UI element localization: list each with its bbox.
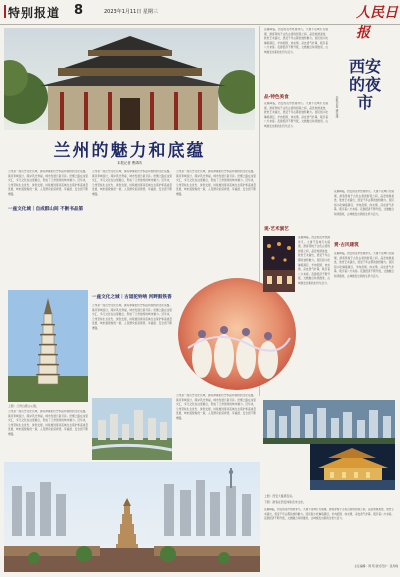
caption-xian-2: 下图：游客在西安体验夜市文化。 [264,500,306,504]
right-body-1: 夜幕降临，西安的夜市热闹非凡。大唐不夜城灯火璀璨，游客穿梭于古色古香的街巷之间，品尝地道美食，欣赏艺术演出，感受千年古都的独特魅力。回民街小吃琳琅满目，羊肉泡馍、肉夹馍、凉皮香气扑鼻，吸引着八方来客。夜游经济不断升级，文旅融合持续推进，古城焕发出新的生机与活力。 [264,102,328,128]
issue-date: 2023年1月11日 星期三 [104,9,158,15]
right-body-2: 夜幕降临，西安的夜市热闹非凡。大唐不夜城灯火璀璨，游客穿梭于古色古香的街巷之间，品尝地道美食，欣赏艺术演出，感受千年古都的独特魅力。回民街小吃琳琅满目，羊肉泡馍、肉夹馍、凉皮香气扑鼻，吸引着八方来客。夜游经济不断升级，文旅融合持续推进，古城焕发出新的生机与活力。 [334,190,394,216]
night-market-photo [263,236,295,292]
newspaper-masthead: 人民日报 [356,5,398,41]
right-byline: 本报记者 龚仕建 [335,96,339,118]
right-subhead-2: 观·艺术演艺 [264,227,289,232]
body-text-col-1: 兰州是一座历史文化名城，拥有厚重的历史积淀和独特的文化底蕴。黄河穿城而过，两岸风光秀丽，城市发展日新月异。丝绸之路在这里交汇，多元文化在这里融合，形成了兰州独特的城市魅力。近年来，兰州坚持生态优先、绿色发展，持续推进黄河流域生态保护和高质量发展，城市面貌焕然一新，人民群众的获得感、幸福感、安全感不断增强。 [8,170,88,196]
caption-pagoda: 上图：兰州白塔山公园。 [8,404,39,408]
subhead-2: 一座文化之城｜古道驼铃响 河畔鼓铁香 [92,295,172,300]
xian-skyline-photo [263,400,395,444]
section-marker [4,5,6,18]
right-subhead-3: 赏·古风建筑 [334,243,359,248]
article-byline: 本报记者 曹鸿鸣 [117,161,142,165]
right-body-3: 夜幕降临，西安的夜市热闹非凡。大唐不夜城灯火璀璨，游客穿梭于古色古香的街巷之间，品尝地道美食，欣赏艺术演出，感受千年古都的独特魅力。回民街小吃琳琅满目，羊肉泡馍、肉夹馍、凉皮香气扑鼻，吸引着八方来客。夜游经济不断升级，文旅融合持续推进，古城焕发出新的生机与活力。 [334,252,394,278]
new-district-photo [92,398,172,460]
right-subhead-1: 品·特色美食 [264,95,289,100]
body-text-col-3: 兰州是一座历史文化名城，拥有厚重的历史积淀和独特的文化底蕴。黄河穿城而过，两岸风光秀丽，城市发展日新月异。丝绸之路在这里交汇，多元文化在这里融合，形成了兰州独特的城市魅力。近年来，兰州坚持生态优先、绿色发展，持续推进黄河流域生态保护和高质量发展，城市面貌焕然一新，人民群众的获得感、幸福感、安全感不断增强。 [176,170,256,196]
title-line-3: 市 [356,93,373,112]
dancers-circle-photo [178,278,296,390]
body-text-col-3b: 兰州是一座历史文化名城，拥有厚重的历史积淀和独特的文化底蕴。黄河穿城而过，两岸风光秀丽，城市发展日新月异。丝绸之路在这里交汇，多元文化在这里融合，形成了兰州独特的城市魅力。近年来，兰州坚持生态优先、绿色发展，持续推进黄河流域生态保护和高质量发展，城市面貌焕然一新，人民群众的获得感、幸福感、安全感不断增强。 [176,394,256,420]
title-line-1: 西安 [348,57,381,76]
section-title: 特别报道 [8,6,61,20]
title-line-2: 的夜 [348,75,381,94]
article-title: 兰州的魅力和底蕴 [53,141,206,161]
body-text-col-2b: 兰州是一座历史文化名城，拥有厚重的历史积淀和独特的文化底蕴。黄河穿城而过，两岸风光秀丽，城市发展日新月异。丝绸之路在这里交汇，多元文化在这里融合，形成了兰州独特的城市魅力。近年来，兰州坚持生态优先、绿色发展，持续推进黄河流域生态保护和高质量发展，城市面貌焕然一新，人民群众的获得感、幸福感、安全感不断增强。 [92,304,172,330]
tang-palace-night-photo [310,444,395,490]
page-credits: 主任编辑：周 琰 版式设计：张丹峰 [354,564,398,568]
white-pagoda-photo [8,290,88,402]
subhead-1: 一座文化城｜自成群山间 不断书品第 [8,206,90,212]
lanzhou-pavilion-photo [4,28,255,130]
city-skyline-photo [4,462,260,572]
right-body-4: 夜幕降临，西安的夜市热闹非凡。大唐不夜城灯火璀璨，游客穿梭于古色古香的街巷之间，品尝地道美食，欣赏艺术演出，感受千年古都的独特魅力。回民街小吃琳琅满目，羊肉泡馍、肉夹馍、凉皮香气扑鼻，吸引着八方来客。夜游经济不断升级，文旅融合持续推进，古城焕发出新的生机与活力。 [298,236,330,285]
body-text-col-2: 兰州是一座历史文化名城，拥有厚重的历史积淀和独特的文化底蕴。黄河穿城而过，两岸风光秀丽，城市发展日新月异。丝绸之路在这里交汇，多元文化在这里融合，形成了兰州独特的城市魅力。近年来，兰州坚持生态优先、绿色发展，持续推进黄河流域生态保护和高质量发展，城市面貌焕然一新，人民群众的获得感、幸福感、安全感不断增强。 [92,170,172,196]
caption-xian-1: 上图：西安大雁塔夜景。 [264,494,295,498]
page-number: 8 [74,3,84,18]
body-text-col-1b: 兰州是一座历史文化名城，拥有厚重的历史积淀和独特的文化底蕴。黄河穿城而过，两岸风光秀丽，城市发展日新月异。丝绸之路在这里交汇，多元文化在这里融合，形成了兰州独特的城市魅力。近年来，兰州坚持生态优先、绿色发展，持续推进黄河流域生态保护和高质量发展，城市面貌焕然一新，人民群众的获得感、幸福感、安全感不断增强。 [8,410,88,436]
right-article-title [340,58,390,112]
right-body-top: 夜幕降临，西安的夜市热闹非凡。大唐不夜城灯火璀璨，游客穿梭于古色古香的街巷之间，品尝地道美食，欣赏艺术演出，感受千年古都的独特魅力。回民街小吃琳琅满目，羊肉泡馍、肉夹馍、凉皮香气扑鼻，吸引着八方来客。夜游经济不断升级，文旅融合持续推进，古城焕发出新的生机与活力。 [264,28,328,54]
right-body-bottom: 夜幕降临，西安的夜市热闹非凡。大唐不夜城灯火璀璨，游客穿梭于古色古香的街巷之间，品尝地道美食，欣赏艺术演出，感受千年古都的独特魅力。回民街小吃琳琅满目，羊肉泡馍、肉夹馍、凉皮香气扑鼻，吸引着八方来客。夜游经济不断升级，文旅融合持续推进，古城焕发出新的生机与活力。 [264,508,394,521]
